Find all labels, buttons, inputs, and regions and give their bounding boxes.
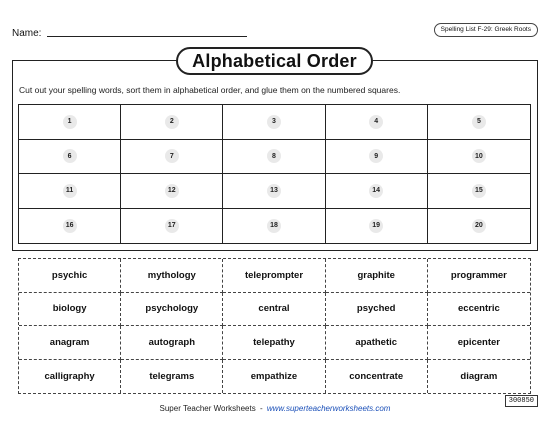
numbered-square[interactable] (428, 209, 530, 244)
spelling-list-badge: Spelling List F-29: Greek Roots (434, 23, 538, 37)
numbered-square[interactable] (19, 105, 121, 140)
footer-separator: - (259, 404, 263, 413)
square-number: 13 (267, 184, 281, 198)
word-card[interactable]: telegrams (121, 360, 223, 394)
word-card[interactable]: anagram (19, 326, 121, 360)
square-number: 15 (472, 184, 486, 198)
numbered-square[interactable] (19, 209, 121, 244)
numbered-square[interactable] (428, 105, 530, 140)
instructions-text: Cut out your spelling words, sort them in alphabetical order, and glue them on the numbered squares. (19, 85, 401, 95)
square-number: 11 (63, 184, 77, 198)
word-card[interactable]: eccentric (428, 293, 530, 327)
square-number: 16 (63, 219, 77, 233)
square-number: 8 (267, 149, 281, 163)
name-label: Name: (12, 28, 42, 39)
square-number: 14 (369, 184, 383, 198)
square-number: 20 (472, 219, 486, 233)
numbered-square[interactable] (428, 140, 530, 175)
name-line[interactable] (47, 27, 247, 37)
square-number: 2 (165, 115, 179, 129)
square-number: 12 (165, 184, 179, 198)
square-number: 6 (63, 149, 77, 163)
word-card[interactable]: calligraphy (19, 360, 121, 394)
numbered-square[interactable] (121, 140, 223, 175)
word-card[interactable]: telepathy (223, 326, 325, 360)
word-card[interactable]: mythology (121, 259, 223, 293)
numbered-square[interactable] (326, 105, 428, 140)
numbered-square[interactable] (326, 209, 428, 244)
numbered-square[interactable] (223, 174, 325, 209)
numbered-square[interactable] (223, 140, 325, 175)
word-card[interactable]: teleprompter (223, 259, 325, 293)
worksheet-code: 300850 (505, 395, 538, 407)
word-card[interactable]: empathize (223, 360, 325, 394)
word-card[interactable]: biology (19, 293, 121, 327)
square-number: 18 (267, 219, 281, 233)
word-card[interactable]: epicenter (428, 326, 530, 360)
numbered-square[interactable] (19, 174, 121, 209)
numbered-square[interactable] (223, 105, 325, 140)
word-card[interactable]: diagram (460, 370, 498, 382)
square-number: 10 (472, 149, 486, 163)
square-number: 7 (165, 149, 179, 163)
name-field (12, 28, 247, 39)
word-card[interactable]: programmer (428, 259, 530, 293)
word-card[interactable]: psychic (19, 259, 121, 293)
square-number: 5 (472, 115, 486, 129)
footer-brand: Super Teacher Worksheets (159, 404, 256, 413)
square-number: 4 (369, 115, 383, 129)
word-card[interactable]: central (223, 293, 325, 327)
page-title: Alphabetical Order (176, 47, 373, 75)
numbered-square[interactable] (121, 174, 223, 209)
numbered-square[interactable] (223, 209, 325, 244)
square-number: 1 (63, 115, 77, 129)
spelling-words-grid (18, 258, 531, 394)
word-card[interactable]: apathetic (326, 326, 428, 360)
square-number: 19 (369, 219, 383, 233)
square-number: 3 (267, 115, 281, 129)
numbered-square[interactable] (428, 174, 530, 209)
word-card[interactable]: graphite (326, 259, 428, 293)
word-card[interactable]: concentrate (326, 360, 428, 394)
numbered-square[interactable] (121, 209, 223, 244)
word-card[interactable]: autograph (121, 326, 223, 360)
word-card[interactable]: psychology (121, 293, 223, 327)
numbered-square[interactable] (326, 174, 428, 209)
numbered-square[interactable] (326, 140, 428, 175)
footer (0, 404, 550, 413)
numbered-squares-grid (18, 104, 531, 244)
numbered-square[interactable] (19, 140, 121, 175)
square-number: 17 (165, 219, 179, 233)
square-number: 9 (369, 149, 383, 163)
word-card[interactable]: psyched (326, 293, 428, 327)
footer-url[interactable]: www.superteacherworksheets.com (266, 404, 391, 413)
numbered-square[interactable] (121, 105, 223, 140)
